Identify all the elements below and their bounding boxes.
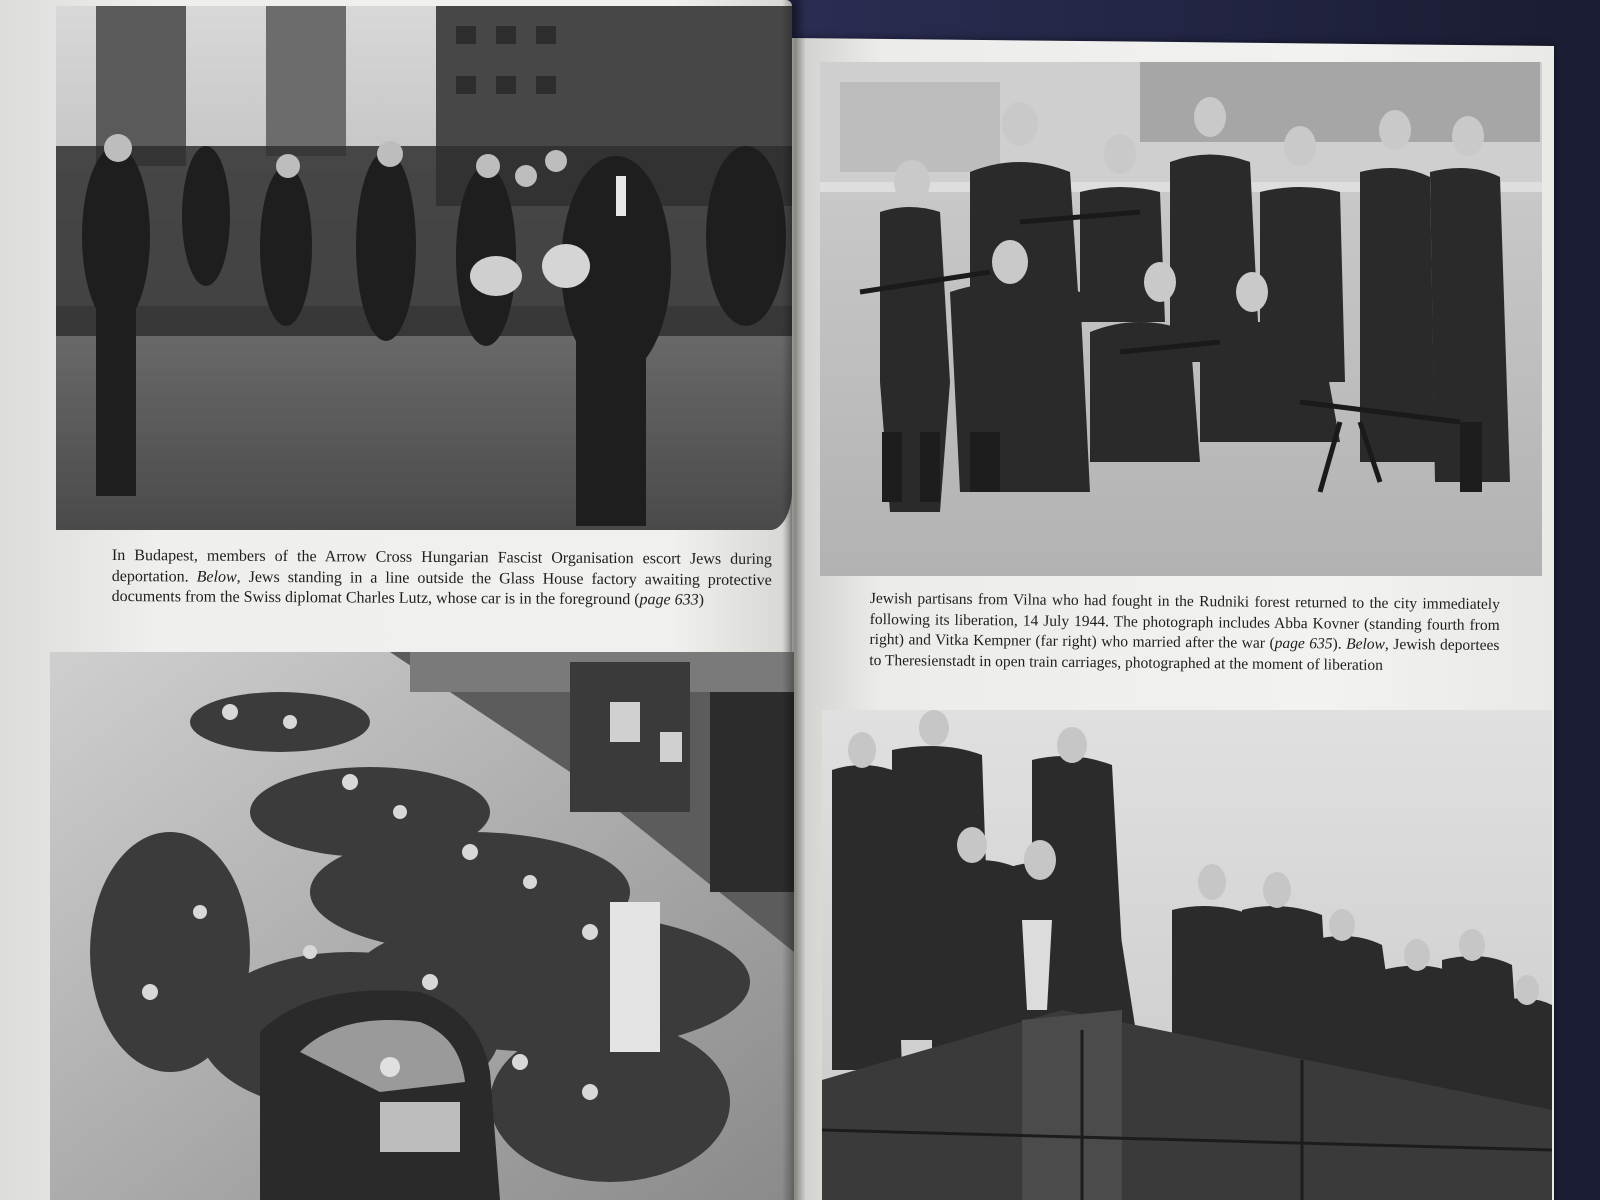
caption-vilna — [869, 589, 1500, 677]
caption-budapest-page-ref: page 633 — [639, 591, 699, 609]
photo-arrow-cross-escort — [56, 6, 792, 530]
caption-budapest-text-1: In Budapest, members of the Arrow Cross Hungarian Fascist Organisation escort Jews during deportation. — [111, 547, 772, 586]
photo-theresienstadt-deportees-image — [822, 710, 1552, 1200]
caption-vilna-page-ref: page 635 — [1274, 634, 1333, 653]
photo-glass-house-queue-image — [50, 652, 794, 1200]
photo-glass-house-queue — [50, 652, 794, 1200]
caption-budapest-below: Below — [196, 568, 237, 586]
photo-theresienstadt-deportees — [822, 710, 1552, 1200]
caption-vilna-text-2: ). — [1332, 635, 1347, 653]
photo-vilna-partisans — [820, 62, 1542, 576]
caption-budapest — [112, 546, 772, 612]
photo-vilna-partisans-image — [820, 62, 1542, 576]
caption-vilna-below: Below — [1346, 635, 1386, 653]
caption-budapest-text-2: , Jews standing in a line outside the Glass House factory awaiting protective documents from the Swiss diplomat Charles Lutz, whose car is in the foreground ( — [111, 568, 772, 609]
caption-vilna-text-3: , Jewish deportees to Theresienstadt in open train carriages, photographed at the moment of liberation — [869, 635, 1500, 674]
photo-arrow-cross-escort-image — [56, 6, 792, 530]
caption-vilna-text-1: Jewish partisans from Vilna who had fought in the Rudniki forest returned to the city immediately following its liberation, 14 July 1944. The photograph includes Abba Kovner (standing fourth from right) and Vitka Kempner (far right) who married after the war ( — [869, 589, 1500, 652]
caption-budapest-text-3: ) — [698, 591, 705, 609]
